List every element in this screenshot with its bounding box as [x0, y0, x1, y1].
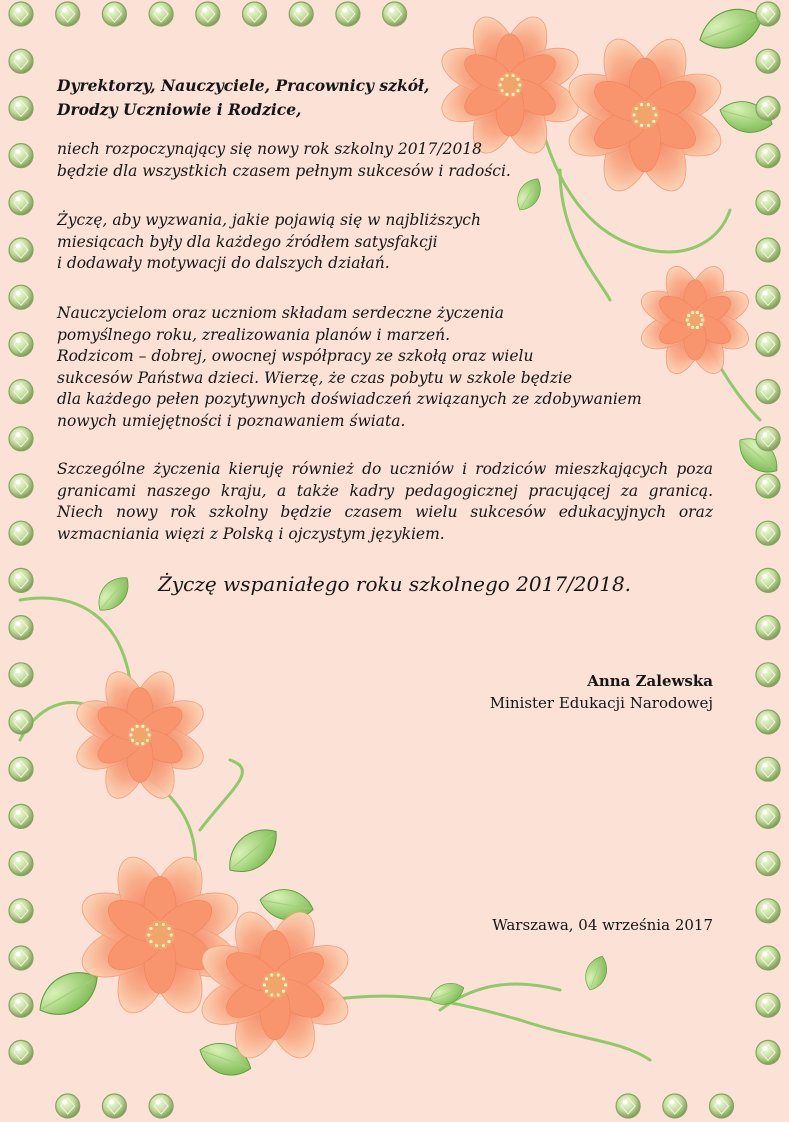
gem-bead-icon [56, 1094, 80, 1118]
gem-bead-icon [663, 1094, 687, 1118]
letter-greeting: Dyrektorzy, Nauczyciele, Pracownicy szkół, Drodzy Uczniowie i Rodzice, [57, 76, 430, 119]
gem-bead-icon [9, 804, 33, 828]
gem-bead-icon [756, 96, 780, 120]
gem-bead-icon [9, 1040, 33, 1064]
gem-bead-icon [756, 2, 780, 26]
gem-bead-icon [756, 757, 780, 781]
gem-bead-icon [756, 380, 780, 404]
gem-bead-icon [616, 1094, 640, 1118]
gem-bead-icon [9, 852, 33, 876]
leaf-icon [219, 819, 286, 883]
gem-bead-icon [196, 2, 220, 26]
signature-title: Minister Edukacji Narodowej [489, 694, 713, 712]
gem-bead-icon [9, 710, 33, 734]
gem-bead-icon [102, 1094, 126, 1118]
gem-bead-icon [756, 899, 780, 923]
gem-bead-icon [9, 285, 33, 309]
gem-bead-icon [9, 144, 33, 168]
gem-bead-icon [9, 474, 33, 498]
gem-bead-icon [289, 2, 313, 26]
gem-bead-icon [756, 521, 780, 545]
flower-icon [71, 666, 210, 805]
vine-stem [20, 598, 130, 680]
gem-bead-icon [9, 191, 33, 215]
gem-bead-icon [756, 285, 780, 309]
gem-bead-icon [756, 191, 780, 215]
gem-bead-icon [9, 663, 33, 687]
gem-bead-icon [9, 757, 33, 781]
gem-bead-icon [756, 993, 780, 1017]
gem-bead-icon [9, 616, 33, 640]
vine-stem [200, 760, 242, 830]
paragraph-4: Szczególne życzenia kieruję również do uczniów i rodziców mieszkających poza granicami naszego kraju, a także kadry pedagogicznej pracującej za granicą. Niech nowy rok szkolny będzie czasem wielu sukcesów edukacyjnych oraz wzmacniania więzi z Polską i ojczystym językiem. [57, 460, 713, 543]
paragraph-3: Nauczycielom oraz uczniom składam serdeczne życzenia pomyślnego roku, zrealizowania planów i marzeń. Rodzicom – dobrej, owocnej współpracy ze szkołą oraz wielu sukcesów Państwa dzieci. Wierzę, że czas pobytu w szkole będzie dla każdego pełen pozytywnych doświadczeń związanych ze zdobywaniem nowych umiejętności i poznawaniem świata. [57, 304, 642, 430]
gem-bead-icon [9, 49, 33, 73]
gem-bead-icon [756, 710, 780, 734]
gem-bead-icon [756, 49, 780, 73]
paragraph-2: Życzę, aby wyzwania, jakie pojawią się w najbliższych miesiącach były dla każdego źródłem satysfakcji i dodawały motywacji do dalszych działań. [57, 211, 481, 273]
signature-name: Anna Zalewska [587, 672, 713, 690]
gem-bead-icon [9, 332, 33, 356]
closing-wish: Życzę wspaniałego roku szkolnego 2017/2018. [157, 572, 632, 596]
gem-bead-icon [102, 2, 126, 26]
gem-bead-icon [149, 1094, 173, 1118]
gem-bead-icon [9, 238, 33, 262]
gem-bead-icon [56, 2, 80, 26]
gem-bead-icon [756, 427, 780, 451]
leaf-icon [581, 953, 612, 994]
gem-bead-icon [756, 804, 780, 828]
paragraph-1: niech rozpoczynający się nowy rok szkolny 2017/2018 będzie dla wszystkich czasem pełnym sukcesów i radości. [57, 140, 511, 180]
gem-bead-icon [756, 663, 780, 687]
gem-bead-icon [756, 332, 780, 356]
gem-bead-icon [756, 946, 780, 970]
place-and-date: Warszawa, 04 września 2017 [492, 916, 713, 934]
gem-bead-icon [756, 238, 780, 262]
gem-bead-icon [9, 993, 33, 1017]
gem-bead-icon [9, 427, 33, 451]
gem-bead-icon [9, 899, 33, 923]
gem-bead-icon [710, 1094, 734, 1118]
gem-bead-icon [756, 852, 780, 876]
gem-bead-icon [756, 144, 780, 168]
gem-bead-icon [9, 380, 33, 404]
gem-bead-icon [336, 2, 360, 26]
gem-bead-icon [149, 2, 173, 26]
gem-bead-icon [9, 946, 33, 970]
gem-bead-icon [383, 2, 407, 26]
vine-stem [330, 996, 650, 1060]
gem-bead-icon [756, 474, 780, 498]
gem-bead-icon [9, 521, 33, 545]
gem-bead-icon [243, 2, 267, 26]
gem-bead-icon [9, 2, 33, 26]
gem-bead-icon [756, 1040, 780, 1064]
gem-bead-icon [756, 616, 780, 640]
gem-bead-icon [9, 96, 33, 120]
